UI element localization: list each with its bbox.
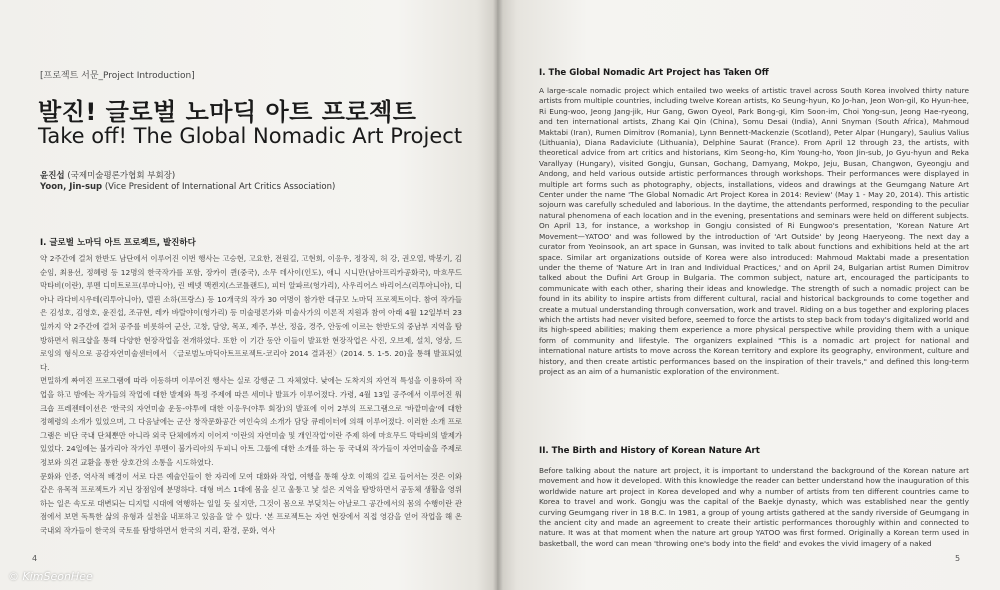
- watermark: © KimSeonHee: [8, 570, 93, 583]
- title-english: Take off! The Global Nomadic Art Project: [38, 124, 463, 148]
- author-english-name: Yoon, Jin-sup: [40, 182, 103, 192]
- author-english-role: (Vice President of International Art Critics Association): [102, 182, 336, 192]
- paragraph: 면밀하게 짜여진 프로그램에 따라 이동하며 이루어진 행사는 실로 강행군 그 자체였다. 낮에는 도착지의 자연적 특성을 이용하여 작업을 하고 밤에는 작가들의 작업에 대한 발제와 특정 주제에 따른 세미나 발표가 이루어졌다. 가령, 4월 13일 공주에서 이루어진 워크숍 프레젠테이션은 '한국의 자연미술 운동-야투에 대한 이응우(야투 회장)의 발표에 이어 2부의 프로그램으로 '바깥미술'에 대한 정혜령의 소개가 있었으며, 그 다음날에는 군산 창작문화공간 여인숙의 소개가 담당 큐레이터에 의해 이루어졌다. 이러한 소개 프로그램은 비단 국내 단체뿐만 아니라 외국 단체에까지 이어져 '이란의 자연미술 및 개인작업'이란 주제 하에 마흐무드 막타비의 발제가 있었다. 24일에는 불가리아 작가인 루멘이 불가리아의 두피니 아트 그룹에 대한 소개를 하는 등 국내외 작가들이 자연미술을 주제로 정보와 의견 교환을 통한 상호간의 소통을 시도하였다.: [40, 376, 462, 467]
- series-label: [프로젝트 서문_Project Introduction]: [40, 71, 195, 81]
- body-text-korean: [40, 252, 462, 537]
- left-page: [0, 0, 497, 590]
- section-2-body: Before talking about the nature art project, it is important to understand the background of the Korean nature art movement and how it developed. With this knowledge the reader can better understand how the inauguration of this worldwide nature art project in Korea developed and why a number of artists from ten different countries came to Korea to travel and work. Gongju was the capital of the Baekje dynasty, which was established near the gently curving Geumgang river in 18 B.C. In 1981, a group of young artists gathered at the sandy riverside of Geumgang in the ancient city and made an agreement to create their artistic performances thoroughly within and connected to nature. It was at that moment when the nature art group YATOO was first formed. Originally a Korean term used in basketball, the word can mean 'throwing one's body into the field' and evokes the vivid imagery of a naked: [539, 466, 969, 548]
- section-1-heading: I. The Global Nomadic Art Project has Taken Off: [539, 68, 769, 78]
- paragraph: 문화와 인종, 역사적 배경이 서로 다른 예술인들이 한 자리에 모여 대화와 작업, 여행을 통해 상호 이해의 길로 들어서는 것은 이와 같은 유목적 프로젝트가 지닌 장점임에 분명하다. 대형 버스 1대에 몸을 싣고 울퉁고 낯 설은 지역을 탐방하면서 공동체 생활을 영위하는 일은 속도로 대변되는 디지털 시대에 역행하는 일일 듯 싶지만, 그것이 몸으로 부딪치는 아날로그 공간에서의 몸의 수행이란 관점에서 보면 독특한 삶의 유형과 실천을 내포하고 있음을 알 수 있다. '본 프로젝트는 자연 현장에서 직접 영감을 얻어 작업을 해 온 국내외 작가들이 한국의 국토를 탐방하면서 한국의 지리, 환경, 문화, 역사: [40, 471, 462, 535]
- page-number-left: 4: [32, 554, 38, 563]
- author-korean-role: (국제미술평론가협회 부회장): [64, 171, 176, 181]
- book-gutter: [493, 0, 503, 590]
- page-number-right: 5: [955, 554, 961, 563]
- section-1-body: A large-scale nomadic project which entailed two weeks of artistic travel across South Korea involved thirty nature artists from multiple countries, including twelve Korean artists, Ko Seung-hyun, Ko Jo-han, Jeon Won-gil, Ko Hyun-hee, Ri Eung-woo, Jeong Jang-jik, Hur Gang, Gwon Oyeol, Park Bong-gi, Kim Soon-im, Choi Yong-sun, Jeong Hae-ryeong, and ten international artists, Zhang Kai Qin (China), Somu Desai (India), Anni Snyman (South Africa), Mahmoud Maktabi (Iran), Rumen Dimitrov (Romania), Lynn Bennett-Mackenzie (Scotland), Peter Alpar (Hungary), Saulius Valius (Lithuania), Diana Radaviciute (Lithuania), Delphine Saurat (France). From April 12 through 23, the artists, with theoretical advice from art critics and historians, Kim Seong-ho, Kim Young-ho, Yoon Jin-sub, Jo Gyu-hyun and Reka Varallyay (Hungary), visited Gongju, Gunsan, Gochang, Damyang, Mokpo, Jeju, Busan, Changwon, Gyeongju and Andong, and held various outside artistic performances through workshops. Their performances were displayed in multiple art forms such as photography, objects, installations, videos and drawings at the Geumgang Nature Art Center under the name 'The Global Nomadic Art Project Korea in 2014: Review' (May 1 - May 20, 2014). This artistic sojourn was carefully scheduled and laborious. In the daytime, the attendants performed, responding to the peculiar natural phenomena of each location and in the evening, presentations and seminars were held on different subjects. On April 13, for instance, a workshop in Gongju consisted of Ri Eungwoo's presentation, 'Korean Nature Art Movement—YATOO' and was followed by the introduction of 'Art Outside' by Jeong Haeryeong. The next day a curator from Yeoinsook, an art space in Gunsan, was invited to talk about functions and exhibitions held at the art space. Similar art organizations outside of Korea were also introduced: Mahmoud Maktabi made a presentation under the theme of 'Nature Art in Iran and Individual Practices,' and on April 24, Bulgarian artist Rumen Dimitrov talked about the Dufini Art Group in Bulgaria. The common subject, nature art, encouraged the participants to communicate with each other, sharing their ideas and knowledge. The strength of such a nomadic project can be found in its ability to inspire artists from different cultural, racial and historical backgrounds to come together and create a mutual understanding through conversation, work and travel. Riding on a bus together and exploring places which the artists had never visited before, seemed to force the artists to step back from today's digitalized world and its high-speed abilities; making them experience a more physical perspective while providing them with a unique form of community and lifestyle. The organizers explained "This is a nomadic art project for national and international nature artists to move across the Korean territory and explore its geography, environment, culture and history, and then create artistic performances based on the inspiration of their travels," and defined this long-term project as an aim of a humanistic exploration of the environment.: [539, 86, 969, 376]
- author-korean-name: 윤진섭: [40, 171, 65, 181]
- section-heading-korean: Ⅰ. 글로벌 노마딕 아트 프로젝트, 발진하다: [40, 238, 196, 248]
- title-korean: 발진! 글로벌 노마딕 아트 프로젝트: [38, 98, 417, 126]
- right-page: [497, 0, 1000, 590]
- paragraph: 약 2주간에 걸쳐 한반도 남단에서 이루어진 이번 행사는 고승현, 고요한, 전원길, 고현희, 이응우, 정장직, 허 강, 권오열, 박봉기, 김순임, 최용선, 정혜령 등 12명의 한국작가를 포함, 장카이 퀸(중국), 소무 데사이(인도), 애니 시니만(남아프리카공화국), 마흐무드 막타비(이란), 루멘 디미트로프(루마니아), 린 베넷 맥켄지(스코틀랜드), 피터 알파르(헝가리), 사우리어스 바리어스(리투아니아), 디아나 라다비시우테(리투아니아), 델핀 소하(프랑스) 등 10개국의 작가 30 여명이 참가한 대규모 노마딕 프로젝트이다. 참여 작가들은 김성호, 김영호, 윤진섭, 조규현, 레카 바랄야이(헝가리) 등 미술평론가와 미술사가의 이론적 지원과 참여 아래 4월 12일부터 23일까지 약 2주간에 걸쳐 공주를 비롯하여 군산, 고창, 담양, 목포, 제주, 부산, 정읍, 경주, 안동에 이르는 한반도의 중남부 지역을 탐방하면서 워크샵을 통해 다양한 현장작업을 전개하였다. 또한 이 기간 동안 이들이 발표한 현장작업은 사진, 오브제, 설치, 영상, 드로잉의 형식으로 공감자연미술센터에서 〈글로벌노마딕아트프로젝트-코리아 2014 결과전〉(2014. 5. 1-5. 20)을 통해 발표되었다.: [40, 254, 462, 372]
- section-2-heading: II. The Birth and History of Korean Nature Art: [539, 446, 760, 456]
- author-korean: [40, 169, 175, 181]
- author-english: [40, 182, 335, 192]
